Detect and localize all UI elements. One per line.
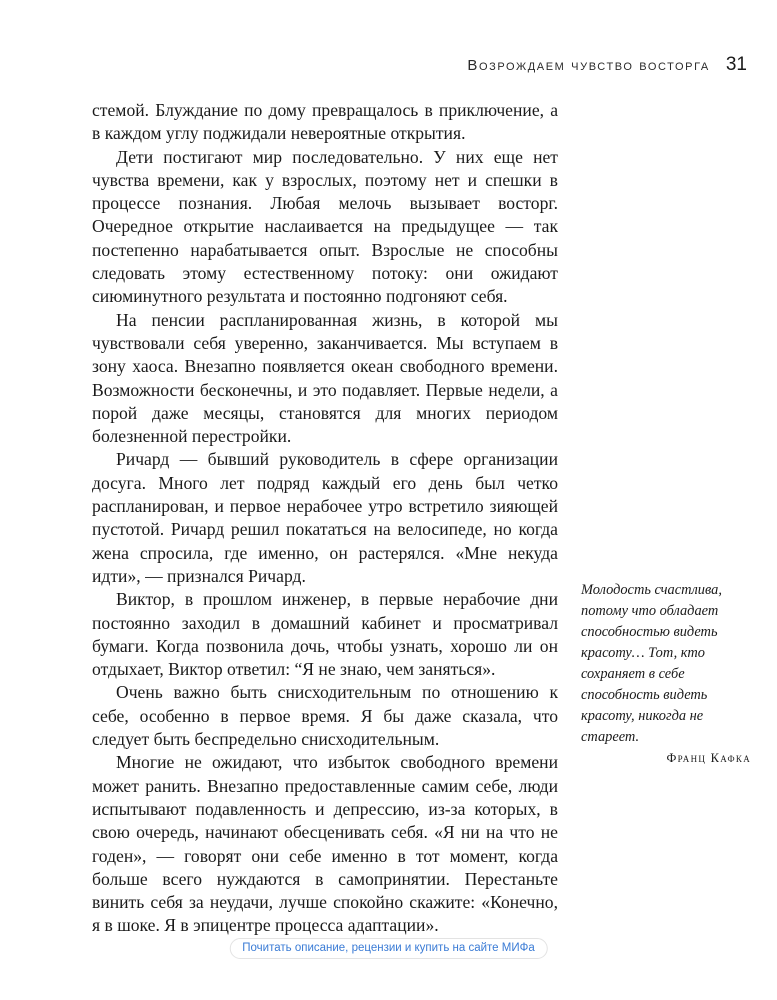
paragraph-6: Очень важно быть снисходительным по отношению к себе, особенно в первое время. Я бы даже сказала, что следует быть беспредельно снисходительным. (92, 682, 558, 750)
epigraph (581, 580, 751, 766)
paragraph-2: Дети постигают мир последовательно. У них еще нет чувства времени, как у взрослых, поэтому нет и спешки в процессе познания. Любая мелочь вызывает восторг. Очередное открытие наслаивается на предыдущее — так постепенно нарабатывается опыт. Взрослые не способны следовать этому естественному потоку: они ожидают сиюминутного результата и постоянно подгоняют себя. (92, 146, 558, 307)
main-text (92, 99, 558, 938)
running-title: Возрождаем чувство восторга (467, 57, 710, 74)
paragraph-1: стемой. Блуждание по дому превращалось в приключение, а в каждом углу поджидали невероятные открытия. (92, 100, 558, 144)
paragraph-7: Многие не ожидают, что избыток свободного времени может ранить. Внезапно предоставленные самим себе, люди испытывают подавленность и депрессию, из-за которых, в свою очередь, начинают обесценивать себя. «Я ни на что не годен», — говорят они себе именно в тот момент, когда больше всего нуждаются в самопринятии. Перестаньте винить себя за неудачи, лучше спокойно скажите: «Конечно, я в шоке. Я в эпицентре процесса адаптации». (92, 752, 558, 936)
paragraph-4: Ричард — бывший руководитель в сфере организации досуга. Много лет подряд каждый его день был четко распланирован, и первое нерабочее утро встретило зияющей пустотой. Ричард решил покататься на велосипеде, но когда жена спросила, где именно, он растерялся. «Мне некуда идти», — признался Ричард. (92, 449, 558, 586)
epigraph-author: Франц Кафка (666, 751, 751, 765)
page-number: 31 (725, 54, 747, 75)
paragraph-3: На пенсии распланированная жизнь, в которой мы чувствовали себя уверенно, заканчивается. Мы вступаем в зону хаоса. Внезапно появляется океан свободного времени. Возможности бесконечны, и это подавляет. Первые недели, а порой даже месяцы, становятся для многих периодом болезненной перестройки. (92, 309, 558, 447)
paragraph-5: Виктор, в прошлом инженер, в первые нерабочие дни постоянно заходил в домашний кабинет и просматривал бумаги. Когда позвонила дочь, чтобы узнать, хорошо ли он отдыхает, Виктор ответил: “Я не знаю, чем заняться». (92, 589, 558, 680)
epigraph-quote: Молодость счастлива, потому что обладает способностью видеть красоту… Тот, кто сохраняет в себе способность видеть красоту, никогда не стареет. (581, 582, 722, 745)
running-head (467, 54, 747, 76)
buy-on-mif-link[interactable]: Почитать описание, рецензии и купить на сайте МИФа (229, 938, 547, 959)
